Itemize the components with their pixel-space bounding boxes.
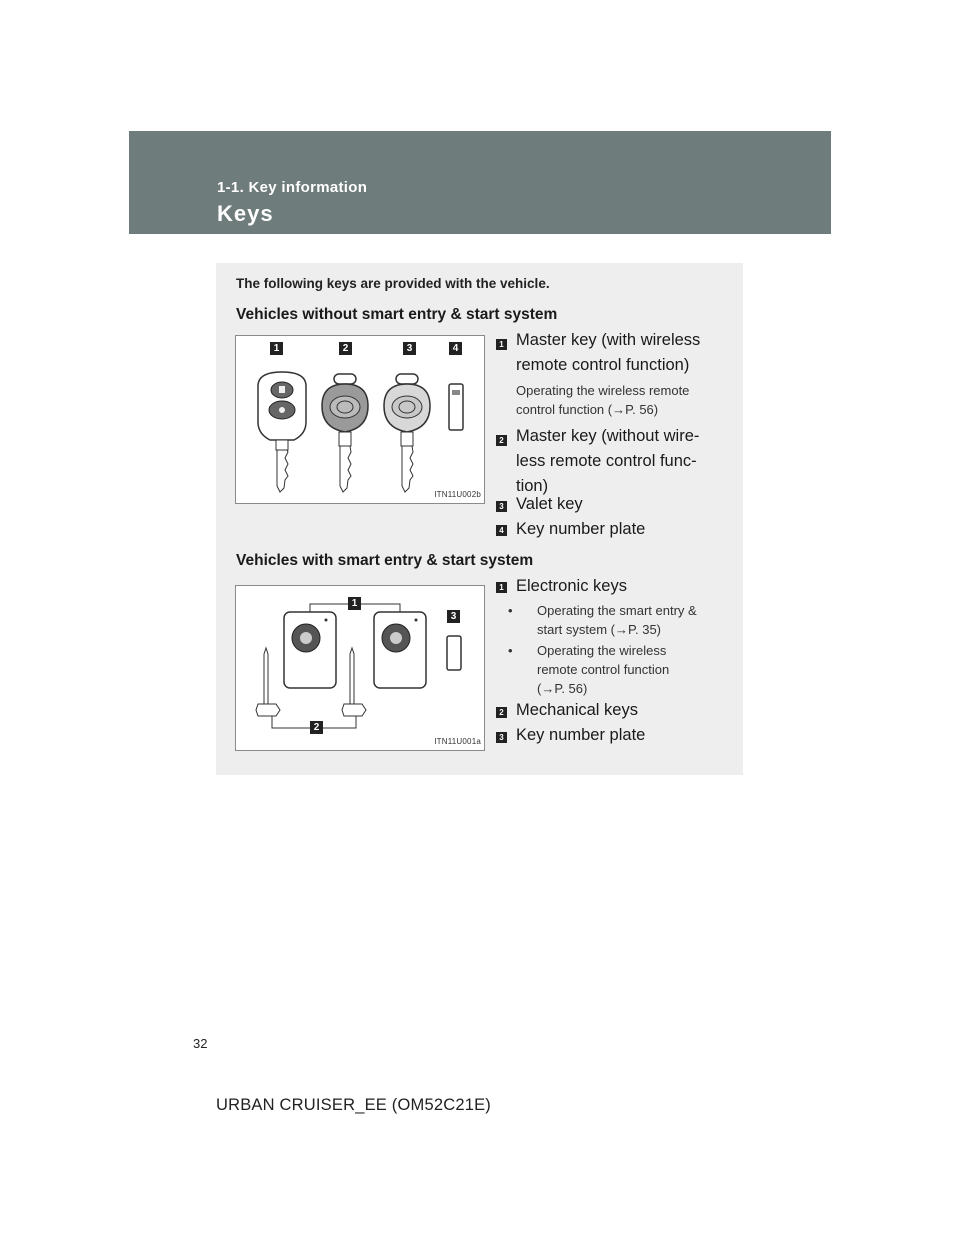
item-master-key-remote: Master key (with wireless remote control function) [516,331,701,374]
bullet-smart-entry: Operating the smart entry & start system (→P. 35) [537,603,697,637]
heading-without-smart-entry: Vehicles without smart entry & start system [236,306,558,323]
heading-with-smart-entry: Vehicles with smart entry & start system [236,552,534,569]
content-box [216,263,743,775]
master-key-remote-icon [258,372,306,492]
figure-conventional-keys [235,335,485,504]
item-number-3: 3 [496,501,507,512]
intro-text: The following keys are provided with the vehicle. [236,276,550,291]
figure-callout-3: 3 [403,342,416,355]
section-label: 1-1. Key information [217,179,368,196]
electronic-key-icon [284,612,336,688]
item-key-number-plate-smart: Key number plate [516,726,646,744]
figure-callout-2: 2 [310,721,323,734]
figure-callout-3: 3 [447,610,460,623]
key-number-plate-icon [449,384,463,430]
figure-code: ITN11U001a [434,737,481,746]
figure-callout-1: 1 [270,342,283,355]
page-title: Keys [217,201,274,226]
item-electronic-keys: Electronic keys [516,577,627,595]
footer-model-code: URBAN CRUISER_EE (OM52C21E) [216,1096,491,1114]
keys-illustration [236,336,484,503]
figure-callout-2: 2 [339,342,352,355]
item-number-1: 1 [496,582,507,593]
figure-callout-1: 1 [348,597,361,610]
chapter-header-band [129,131,831,234]
item-valet-key: Valet key [516,495,583,513]
bullet-wireless-remote: Operating the wireless remote control function (→P. 56) [537,643,670,696]
bullet-marker: • [508,643,513,658]
electronic-key-icon [374,612,426,688]
note-wireless-remote: Operating the wireless remote control function (→P. 56) [516,383,690,417]
item-key-number-plate: Key number plate [516,520,646,538]
key-number-plate-icon [447,636,461,670]
item-number-2: 2 [496,435,507,446]
valet-key-icon [384,374,430,492]
bullet-marker: • [508,603,513,618]
figure-callout-4: 4 [449,342,462,355]
item-number-2: 2 [496,707,507,718]
page-number: 32 [193,1036,208,1051]
figure-electronic-keys [235,585,485,751]
item-mechanical-keys: Mechanical keys [516,701,638,719]
mechanical-key-icon [342,648,366,716]
figure-code: ITN11U002b [434,490,481,499]
item-number-3: 3 [496,732,507,743]
mechanical-key-icon [256,648,280,716]
master-key-icon [322,374,368,492]
item-number-4: 4 [496,525,507,536]
item-master-key: Master key (without wire- less remote control func- tion) [516,427,700,495]
item-number-1: 1 [496,339,507,350]
